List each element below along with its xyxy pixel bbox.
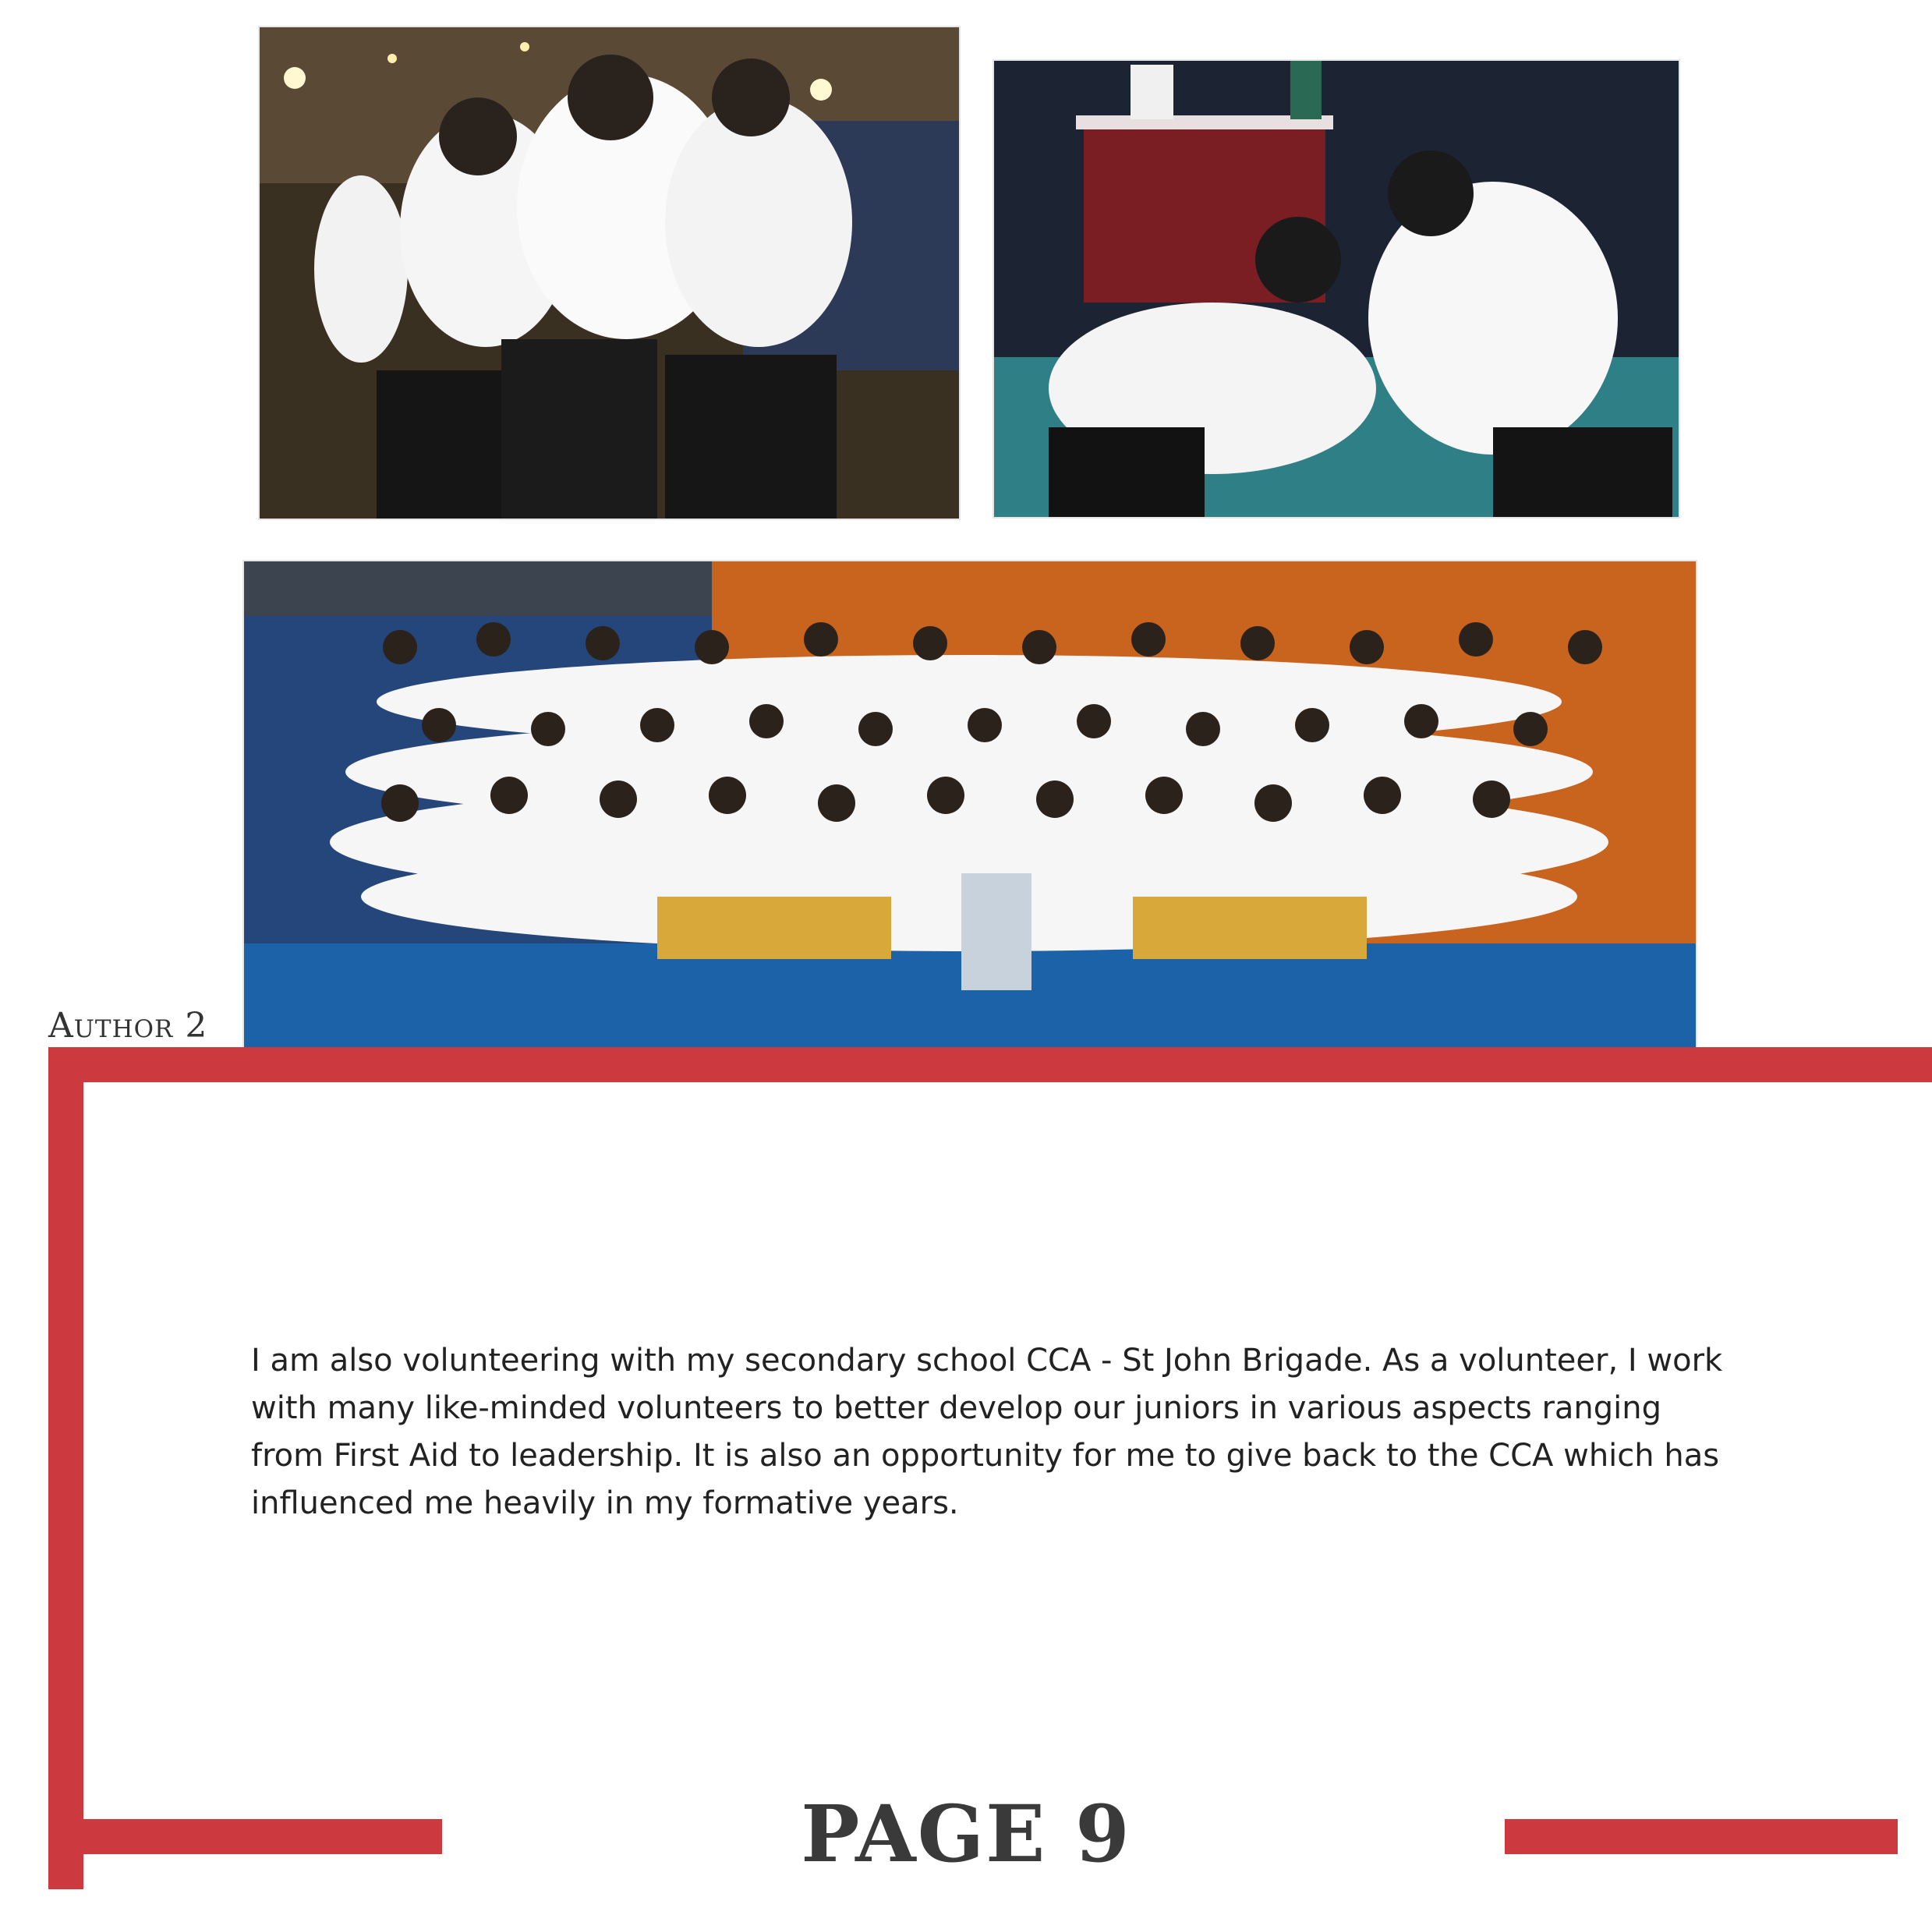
page-number: PAGE 9 bbox=[801, 1788, 1131, 1880]
photo-first-aid-practice bbox=[994, 61, 1679, 517]
photo-group-trophies-icon bbox=[244, 561, 1696, 1049]
photo-uniformed-group-icon bbox=[260, 27, 959, 519]
photo-first-aid-practice-icon bbox=[994, 61, 1679, 517]
photo-group-trophies bbox=[244, 561, 1696, 1049]
photo-uniformed-group bbox=[260, 27, 959, 519]
author-label: Author 2 bbox=[48, 1006, 208, 1046]
body-paragraph: I am also volunteering with my secondary school CCA - St John Brigade. As a volunteer, I work with many like-minded volunteers to better develop our juniors in various aspects ranging from First Aid to leadership. It is also an opportunity for me to give back to the CCA which has influenced me heavily in my formative years. bbox=[251, 1343, 1723, 1521]
